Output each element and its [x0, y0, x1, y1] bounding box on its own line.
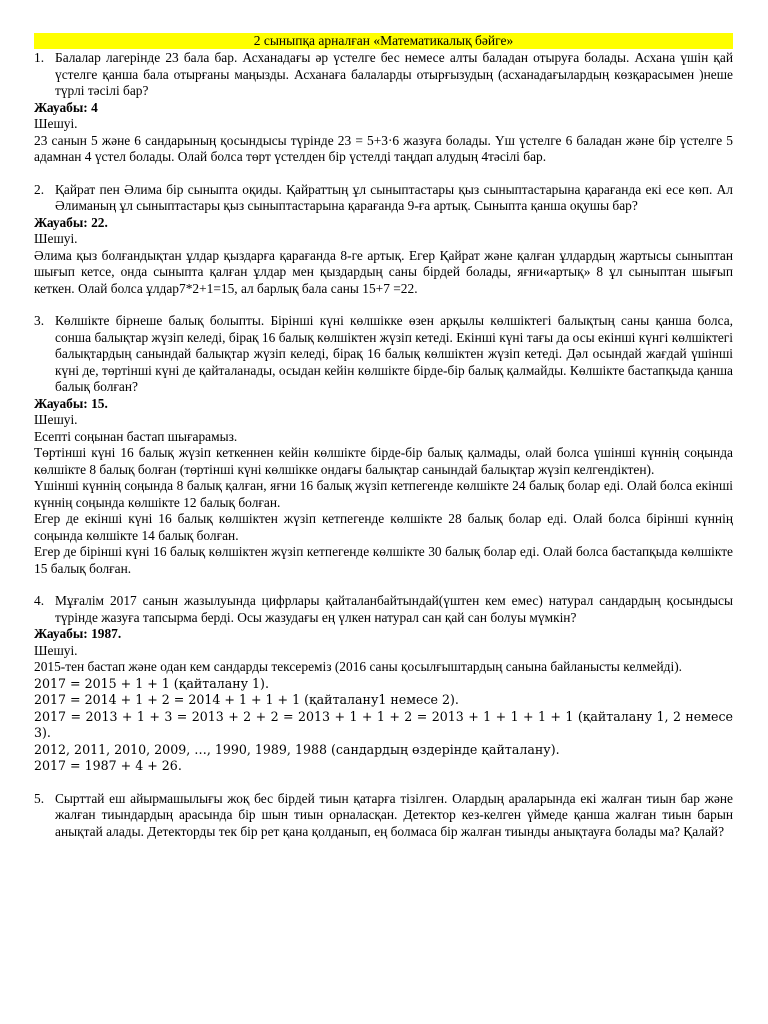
- problem-2-solution-text: Әлима қыз болғандықтан ұлдар қыздарға қарағанда 8-ге артық. Егер Қайрат және қалған ұлдардың жартысы сыныптан шығып кетсе, онда сыныпта қалған ұлдар мен қыздардың саны бірдей болады, яғни«артық» 8 ұл сыныптан шығып кеткен. Олай болса ұлдар7*2+1=15, ал барлық бала саны 15+7 =22.: [34, 247, 733, 296]
- problem-3-answer: Жауабы: 15.: [34, 395, 108, 411]
- problem-1-question: [34, 50, 733, 100]
- problem-1-solution-label: Шешуі.: [34, 116, 78, 131]
- problem-2-question: [34, 182, 733, 215]
- problem-4-equation-3: 2017 = 2013 + 1 + 3 = 2013 + 2 + 2 = 2013 + 1 + 1 + 2 = 2013 + 1 + 1 + 1 + 1 (қайталану 1, 2 немесе 3).: [34, 708, 733, 740]
- problem-4-solution-label: Шешуі.: [34, 642, 78, 658]
- problem-4-number-sequence: 2012, 2011, 2010, 2009, …, 1990, 1989, 1988 (сандардың өздерінде қайталану).: [34, 741, 560, 757]
- problem-4-text: Мұғалім 2017 санын жазылуында цифрлары қайталанбайтындай(үштен кем емес) натурал сандардың қосындысы түрінде жазуға тапсырма берді. Осы жазудағы ең үлкен натурал сан қай сан болуы мүмкін?: [55, 593, 733, 625]
- problem-4-equation-4: 2017 = 1987 + 4 + 26.: [34, 758, 182, 773]
- document-page: [34, 33, 733, 840]
- problem-4-answer: Жауабы: 1987.: [34, 626, 122, 641]
- spacer: [34, 775, 733, 791]
- problem-3-text: Көлшікте бірнеше балық болыпты. Бірінші күні көлшікке өзен арқылы көлшіктегі балықтың саны қанша болса, сонша балықтар жүзіп келеді, бірақ 16 балық көлшіктен жүзіп кетеді. Екінші күні тағы да осы екінші күнгі көлшіктегі балықтардың санындай балықтар жүзіп келеді, бірақ 16 балық көлшіктен жүзіп кетеді. Дәл осындай жағдай үшінші күні де, төртінші күні де қайталанады, осыдан кейін көлшікте бірде-бір балық қалмайды. Көлшікте бастапқыда қанша балық болған?: [55, 313, 733, 394]
- problem-2-number: 2.: [34, 181, 45, 197]
- problem-3-solution-line-5: Егер де бірінші күні 16 балық көлшіктен жүзіп кетпегенде көлшікте 30 балық болар еді. Олай болса бастапқыда көлшікте 15 балық болған.: [34, 544, 733, 576]
- problem-3-number: 3.: [34, 313, 45, 328]
- problem-3-solution-line-3: Үшінші күннің соңында 8 балық қалған, яғни 16 балық жүзіп кетпегенде көлшікте 24 балық болар еді. Олай болса екінші күннің соңында көлшікте 12 балық болған.: [34, 478, 733, 510]
- problem-4-equation-1: 2017 = 2015 + 1 + 1 (қайталану 1).: [34, 675, 269, 691]
- problem-1-answer: Жауабы: 4: [34, 99, 98, 115]
- problem-3-solution-line-1: Есепті соңынан бастап шығарамыз.: [34, 428, 238, 444]
- document-title: 2 сыныпқа арналған «Математикалық бәйге»: [34, 33, 733, 49]
- problem-5-text: Сырттай еш айырмашылығы жоқ бес бірдей тиын қатарға тізілген. Олардың араларында екі жалған тиын бар және жалған тиындардың арасында бір шын тиын орналасқан. Детектор кез-келген үймеде қанша жалған тиын барын анықтай алады. Детекторды тек бір рет қана қолданып, ең болмаса бір жалған тиынды анықтауға болады ма? Қалай?: [55, 790, 733, 839]
- problem-1-solution-text: 23 санын 5 және 6 сандарының қосындысы түрінде 23 = 5+3·6 жазуға болады. Үш үстелге 6 баладан және бір үстелге 5 адамнан 4 үстел болады. Олай болса төрт үстелден бір үстелді таңдап алудың 4тәсілі бар.: [34, 132, 733, 164]
- problem-3-question: [34, 313, 733, 396]
- problem-2-solution-label: Шешуі.: [34, 231, 78, 246]
- problem-1-number: 1.: [34, 50, 45, 65]
- problem-2-text: Қайрат пен Әлима бір сыныпта оқиды. Қайраттың ұл сыныптастары қыз сыныптастарына қарағанда екі есе көп. Ал Әлиманың ұл сыныптастары қыз сыныптастарына қарағанда 9-ға артық. Сыныпта қанша оқушы бар?: [55, 181, 733, 213]
- problem-1-text: Балалар лагерінде 23 бала бар. Асханадағы әр үстелге бес немесе алты баладан отыруға болады. Асхана үшін қай үстелге қанша бала отырғаны маңызды. Асханаға балаларды отырғызудың (асханадағылардың көзқарасымен )неше түрлі тәсілі бар?: [55, 50, 733, 98]
- spacer: [34, 297, 733, 313]
- problem-5-number: 5.: [34, 790, 45, 806]
- spacer: [34, 577, 733, 593]
- problem-2-answer: Жауабы: 22.: [34, 214, 108, 230]
- spacer: [34, 166, 733, 182]
- problem-4-number: 4.: [34, 593, 45, 608]
- problem-3-solution-line-4: Егер де екінші күні 16 балық көлшіктен жүзіп кетпегенде көлшікте 28 балық болар еді. Олай болса бірінші күннің соңында көлшікте 14 балық болған.: [34, 511, 733, 543]
- problem-4-equation-2: 2017 = 2014 + 1 + 2 = 2014 + 1 + 1 + 1 (қайталану1 немесе 2).: [34, 692, 459, 707]
- problem-5-question: [34, 791, 733, 841]
- problem-3-solution-label: Шешуі.: [34, 412, 78, 427]
- problem-3-solution-line-2: Төртінші күні 16 балық жүзіп кеткеннен кейін көлшікте бірде-бір балық қалмады, олай болса үшінші күннің соңында көлшікте 8 балық болған (төртінші күні көлшікке ондағы балықтар санындай балықтар жүзіп келгендіктен).: [34, 445, 733, 477]
- problem-4-solution-line-1: 2015-тен бастап және одан кем сандарды тексереміз (2016 саны қосылғыштардың санына байланысты келмейді).: [34, 659, 683, 674]
- problem-4-question: [34, 593, 733, 626]
